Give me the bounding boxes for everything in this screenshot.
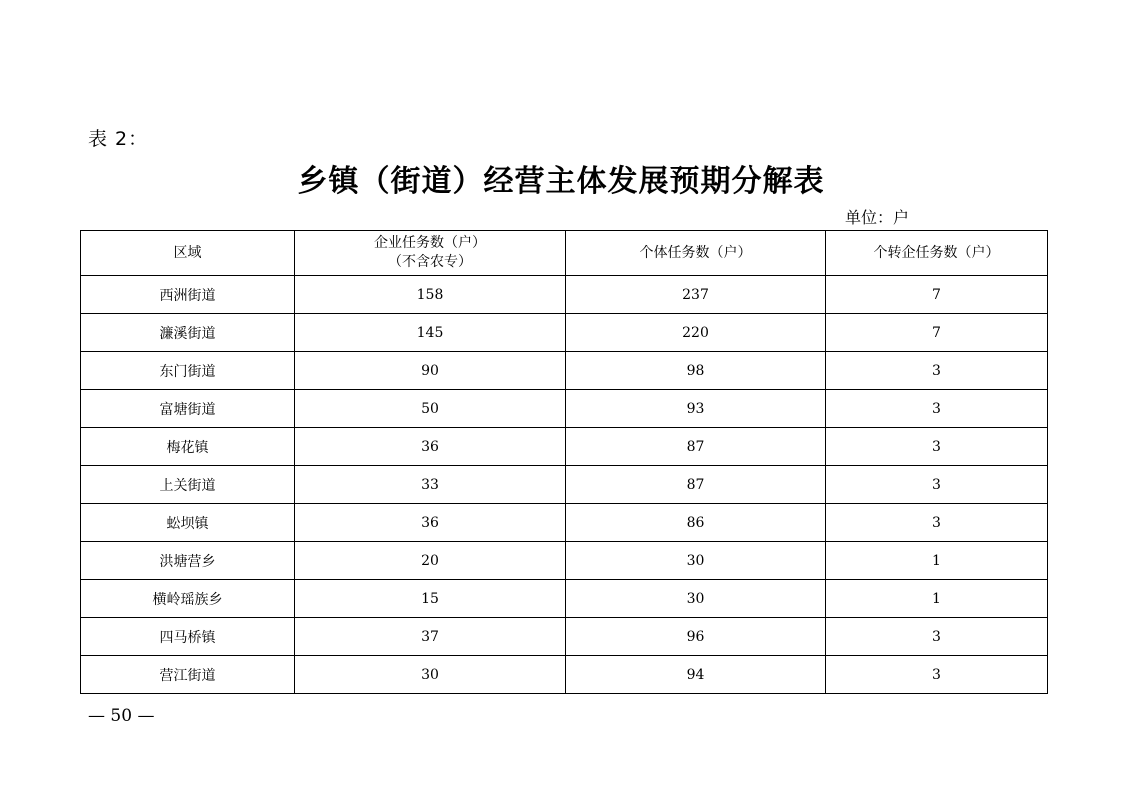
cell-enterprise: 158 [295,276,566,314]
table-row [81,428,1048,466]
cell-conversion: 3 [826,352,1048,390]
cell-enterprise: 36 [295,428,566,466]
header-enterprise-line1: 企业任务数（户） [374,235,486,251]
cell-conversion: 3 [826,656,1048,694]
table-row [81,466,1048,504]
cell-enterprise: 15 [295,580,566,618]
cell-conversion: 1 [826,580,1048,618]
header-enterprise [295,231,566,276]
table-label: 表 2： [88,128,149,150]
table-header-row [81,231,1048,276]
cell-enterprise: 33 [295,466,566,504]
table-row [81,656,1048,694]
cell-region: 东门街道 [81,352,295,390]
table-row [81,580,1048,618]
cell-region: 四马桥镇 [81,618,295,656]
header-enterprise-line2: （不含农专） [388,254,472,270]
cell-conversion: 7 [826,314,1048,352]
cell-enterprise: 50 [295,390,566,428]
cell-region: 西洲街道 [81,276,295,314]
cell-individual: 30 [566,542,826,580]
cell-individual: 87 [566,466,826,504]
cell-region: 洪塘营乡 [81,542,295,580]
cell-conversion: 3 [826,466,1048,504]
cell-region: 濂溪街道 [81,314,295,352]
header-conversion: 个转企任务数（户） [826,231,1048,276]
cell-conversion: 7 [826,276,1048,314]
cell-enterprise: 90 [295,352,566,390]
cell-enterprise: 30 [295,656,566,694]
cell-conversion: 3 [826,618,1048,656]
cell-individual: 98 [566,352,826,390]
cell-individual: 94 [566,656,826,694]
cell-enterprise: 145 [295,314,566,352]
cell-enterprise: 20 [295,542,566,580]
page-number: — 50 — [88,706,155,726]
table-row [81,276,1048,314]
cell-conversion: 3 [826,390,1048,428]
cell-region: 上关街道 [81,466,295,504]
unit-note: 单位：户 [845,208,910,227]
cell-individual: 86 [566,504,826,542]
cell-individual: 93 [566,390,826,428]
cell-individual: 30 [566,580,826,618]
cell-region: 梅花镇 [81,428,295,466]
cell-region: 营江街道 [81,656,295,694]
cell-individual: 237 [566,276,826,314]
cell-region: 富塘街道 [81,390,295,428]
cell-individual: 87 [566,428,826,466]
cell-enterprise: 36 [295,504,566,542]
table-row [81,314,1048,352]
task-allocation-table [80,230,1048,694]
cell-conversion: 3 [826,428,1048,466]
table-row [81,542,1048,580]
cell-region: 横岭瑶族乡 [81,580,295,618]
table-row [81,504,1048,542]
table-row [81,352,1048,390]
cell-individual: 96 [566,618,826,656]
cell-conversion: 3 [826,504,1048,542]
table-row [81,618,1048,656]
document-title: 乡镇（街道）经营主体发展预期分解表 [297,164,825,199]
cell-conversion: 1 [826,542,1048,580]
header-individual: 个体任务数（户） [566,231,826,276]
cell-region: 蚣坝镇 [81,504,295,542]
table-row [81,390,1048,428]
header-region: 区域 [81,231,295,276]
cell-enterprise: 37 [295,618,566,656]
cell-individual: 220 [566,314,826,352]
